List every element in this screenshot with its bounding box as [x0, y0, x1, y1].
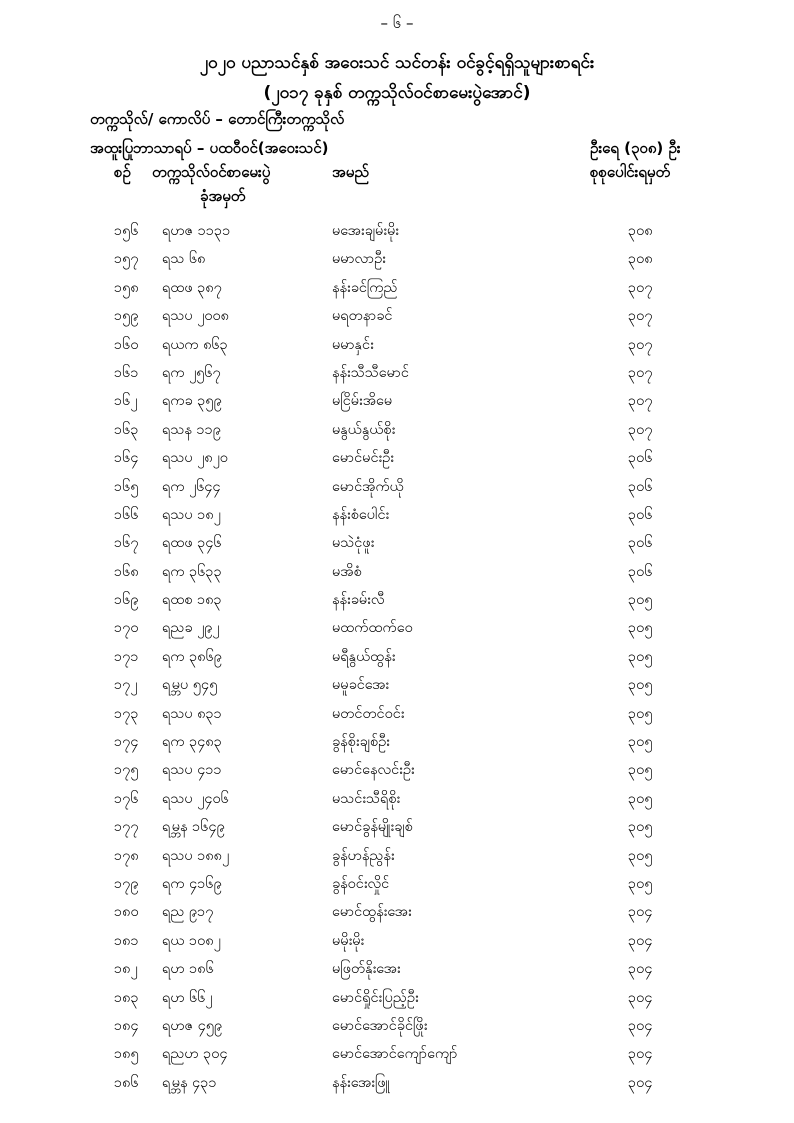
table-row [0, 364, 794, 392]
table-row [0, 903, 794, 931]
row-serial: ၁၅၇ [114, 251, 139, 268]
table-row [0, 392, 794, 420]
table-row [0, 307, 794, 335]
row-name: နန်းခင်ကြည် [332, 279, 398, 296]
row-name: ခွန်စိုးချစ်ဦး [332, 734, 390, 751]
row-serial: ၁၈၅ [114, 1046, 139, 1063]
table-row [0, 222, 794, 250]
row-serial: ၁၆၅ [114, 478, 139, 495]
table-row [0, 1045, 794, 1073]
row-serial: ၁၇၂ [114, 677, 138, 694]
row-score: ၃၀၇ [628, 393, 653, 410]
row-serial: ၁၈၁ [114, 932, 139, 949]
row-roll-number: ရဟ ၁၈၆ [162, 961, 214, 978]
row-serial: ၁၆၆ [114, 506, 139, 523]
header-roll-no: တက္ကသိုလ်ဝင်စာမေးပွဲ [152, 163, 271, 181]
row-score: ၃၀၅ [628, 762, 653, 779]
row-roll-number: ရညခ ၂၉၂ [162, 620, 220, 637]
table-row [0, 478, 794, 506]
row-score: ၃၀၅ [628, 847, 653, 864]
header-score: စုစုပေါင်းရမှတ် [590, 163, 671, 181]
row-name: နန်းသီသီမောင် [332, 364, 409, 381]
table-row [0, 279, 794, 307]
row-score: ၃၀၆ [628, 450, 653, 467]
table-row [0, 449, 794, 477]
header-roll-no-sub: ခုံအမှတ် [200, 187, 246, 205]
row-serial: ၁၇၁ [114, 648, 139, 665]
row-roll-number: ရသပ ၁၈၂ [162, 506, 221, 523]
results-table [0, 222, 794, 1102]
row-roll-number: ရမ္ဘန ၁၆၄၉ [162, 819, 225, 836]
row-serial: ၁၆၀ [114, 336, 139, 353]
row-score: ၃၀၆ [628, 478, 653, 495]
table-row [0, 932, 794, 960]
row-name: မသဲငုံဖူး [332, 535, 375, 552]
row-name: မောင်ထွန်းအေး [332, 904, 412, 921]
table-row [0, 875, 794, 903]
row-name: မမူခင်အေး [332, 677, 390, 694]
row-serial: ၁၇၈ [114, 847, 139, 864]
table-row [0, 250, 794, 278]
row-roll-number: ရက ၂၅၆၇ [162, 364, 221, 381]
table-row [0, 336, 794, 364]
row-name: မနွယ်နွယ်စိုး [332, 421, 396, 438]
row-name: မသင်းသီရိစိုး [332, 790, 401, 807]
row-serial: ၁၆၁ [114, 364, 139, 381]
header-serial: စဉ် [114, 163, 131, 181]
row-serial: ၁၅၈ [114, 279, 139, 296]
table-row [0, 790, 794, 818]
row-score: ၃၀၅ [628, 875, 653, 892]
row-name: မောင်နေလင်းဦး [332, 762, 415, 779]
row-score: ၃၀၇ [628, 308, 653, 325]
row-roll-number: ရဟဇ ၁၁၃၁ [162, 223, 231, 239]
row-name: မောင်မင်းဦး [332, 450, 394, 467]
row-name: နန်းအေးဖြူ [332, 1074, 390, 1091]
row-name: မအိစံ [332, 563, 362, 580]
row-score: ၃၀၈ [628, 223, 653, 239]
row-roll-number: ရဟ ၆၆၂ [162, 989, 213, 1006]
row-name: မမိုးမိုး [332, 932, 365, 949]
row-serial: ၁၆၂ [114, 393, 138, 410]
table-row [0, 534, 794, 562]
row-roll-number: ရသန ၁၁၉ [162, 421, 221, 438]
row-roll-number: ရသပ ၂၈၂၀ [162, 450, 228, 467]
row-score: ၃၀၅ [628, 819, 653, 836]
row-serial: ၁၇၃ [114, 705, 139, 722]
row-score: ၃၀၆ [628, 563, 653, 580]
row-roll-number: ရညဟ ၃၀၄ [162, 1046, 228, 1063]
row-score: ၃၀၄ [628, 1017, 653, 1034]
row-roll-number: ရထဖ ၃၄၆ [162, 535, 222, 552]
row-roll-number: ရမ္ဘပ ၅၄၅ [162, 677, 218, 694]
table-row [0, 619, 794, 647]
row-serial: ၁၈၀ [114, 904, 139, 921]
table-row [0, 847, 794, 875]
row-roll-number: ရသပ ၁၈၈၂ [162, 847, 230, 864]
row-roll-number: ရက ၂၆၄၄ [162, 478, 221, 495]
row-score: ၃၀၇ [628, 364, 653, 381]
row-name: မဖြတ်နိုးအေး [332, 961, 401, 978]
row-score: ၃၀၅ [628, 677, 653, 694]
row-name: မောင်ရှိုင်းပြည့်ဦး [332, 989, 419, 1006]
table-row [0, 989, 794, 1017]
row-score: ၃၀၆ [628, 506, 653, 523]
row-serial: ၁၅၉ [114, 308, 139, 325]
document-title: ၂၀၂၀ ပညာသင်နှစ် အဝေးသင် သင်တန်း ဝင်ခွင့်ရရှိသူများစာရင်း [199, 53, 595, 73]
row-serial: ၁၆၉ [114, 592, 139, 609]
row-name: မမာလာဦး [332, 251, 386, 268]
row-name: ခွန်ဝင်းလှိုင် [332, 875, 390, 892]
row-serial: ၁၈၃ [114, 989, 139, 1006]
row-name: နန်းခမ်းလီ [332, 592, 385, 609]
row-roll-number: ရသပ ၄၁၁ [162, 762, 222, 779]
row-roll-number: ရသ ၆၈ [162, 251, 206, 268]
table-row [0, 733, 794, 761]
table-row [0, 705, 794, 733]
row-name: မောင်ခွန်မျိုးချစ် [332, 819, 413, 836]
header-name: အမည် [332, 163, 369, 181]
row-score: ၃၀၅ [628, 620, 653, 637]
row-score: ၃၀၇ [628, 421, 653, 438]
row-roll-number: ရထဖ ၃၈၇ [162, 279, 222, 296]
row-score: ၃၀၄ [628, 961, 653, 978]
table-row [0, 761, 794, 789]
row-serial: ၁၆၈ [114, 563, 139, 580]
row-name: မထက်ထက်ဝေ [332, 620, 413, 637]
table-row [0, 421, 794, 449]
table-row [0, 506, 794, 534]
table-row [0, 648, 794, 676]
row-serial: ၁၆၃ [114, 421, 139, 438]
page-number: – ၆ – [380, 14, 414, 32]
row-roll-number: ရဟဇ ၄၅၉ [162, 1017, 223, 1034]
row-serial: ၁၇၄ [114, 734, 139, 751]
row-serial: ၁၆၄ [114, 450, 139, 467]
row-name: မောင်အောင်ကျော်ကျော် [332, 1046, 458, 1063]
table-row [0, 960, 794, 988]
row-score: ၃၀၅ [628, 592, 653, 609]
total-count: ဦးရေ (၃၀၈) ဦး [590, 139, 681, 157]
row-name: မရီနွယ်ထွန်း [332, 648, 396, 665]
row-serial: ၁၈၆ [114, 1074, 139, 1091]
subject-line: အထူးပြုဘာသာရပ် – ပထဝီဝင်(အဝေးသင်) [90, 139, 329, 157]
row-serial: ၁၇၆ [114, 790, 139, 807]
table-row [0, 818, 794, 846]
row-score: ၃၀၄ [628, 1074, 653, 1091]
row-serial: ၁၆၇ [114, 535, 139, 552]
row-score: ၃၀၄ [628, 989, 653, 1006]
row-name: မရတနာခင် [332, 308, 393, 325]
row-roll-number: ရယက ၈၆၃ [162, 336, 228, 353]
university-line: တက္ကသိုလ်/ ကောလိပ် – တောင်ကြီးတက္ကသိုလ် [90, 110, 345, 128]
row-roll-number: ရက ၃၆၃၃ [162, 563, 222, 580]
row-roll-number: ရကခ ၃၅၉ [162, 393, 222, 410]
row-serial: ၁၇၇ [114, 819, 139, 836]
row-name: မတင်တင်ဝင်း [332, 705, 405, 722]
row-score: ၃၀၅ [628, 790, 653, 807]
row-roll-number: ရက ၄၁၆၉ [162, 875, 222, 892]
row-score: ၃၀၄ [628, 1046, 653, 1063]
table-row [0, 1017, 794, 1045]
row-name: မောင်အိုက်ယို [332, 478, 404, 495]
row-serial: ၁၇၀ [114, 620, 139, 637]
row-name: မမာနှင်း [332, 336, 374, 353]
table-row [0, 563, 794, 591]
row-score: ၃၀၄ [628, 932, 653, 949]
row-score: ၃၀၈ [628, 251, 653, 268]
row-roll-number: ရထစ ၁၈၃ [162, 592, 222, 609]
row-name: နန်းစံပေါင်း [332, 506, 390, 523]
row-roll-number: ရယ ၁၀၈၂ [162, 932, 221, 949]
row-name: မအေးချမ်းမိုး [332, 223, 399, 239]
row-roll-number: ရက ၃၈၆၉ [162, 648, 222, 665]
row-score: ၃၀၅ [628, 648, 653, 665]
row-serial: ၁၇၉ [114, 875, 139, 892]
row-score: ၃၀၄ [628, 904, 653, 921]
row-score: ၃၀၆ [628, 535, 653, 552]
row-serial: ၁၈၄ [114, 1017, 139, 1034]
row-roll-number: ရသပ ၂၀၀၈ [162, 308, 229, 325]
row-serial: ၁၅၆ [114, 223, 139, 239]
row-roll-number: ရက ၃၄၈၃ [162, 734, 222, 751]
table-row [0, 676, 794, 704]
row-serial: ၁၈၂ [114, 961, 138, 978]
row-serial: ၁၇၅ [114, 762, 139, 779]
row-roll-number: ရည ၉၁၇ [162, 904, 214, 921]
row-name: မငြိမ်းအိမေ [332, 393, 393, 410]
row-roll-number: ရမ္ဘန ၄၃၁ [162, 1074, 217, 1091]
row-score: ၃၀၇ [628, 279, 653, 296]
row-score: ၃၀၅ [628, 734, 653, 751]
row-roll-number: ရသပ ၈၃၁ [162, 705, 222, 722]
row-name: ခွန်ဟန်ညွန်း [332, 847, 395, 864]
row-score: ၃၀၅ [628, 705, 653, 722]
row-roll-number: ရသပ ၂၄၀၆ [162, 790, 229, 807]
row-name: မောင်အောင်ခိုင်ဖြိုး [332, 1017, 428, 1034]
row-score: ၃၀၇ [628, 336, 653, 353]
table-row [0, 1074, 794, 1102]
table-row [0, 591, 794, 619]
document-subtitle: (၂၀၁၇ ခုနှစ် တက္ကသိုလ်ဝင်စာမေးပွဲအောင်) [263, 83, 531, 103]
